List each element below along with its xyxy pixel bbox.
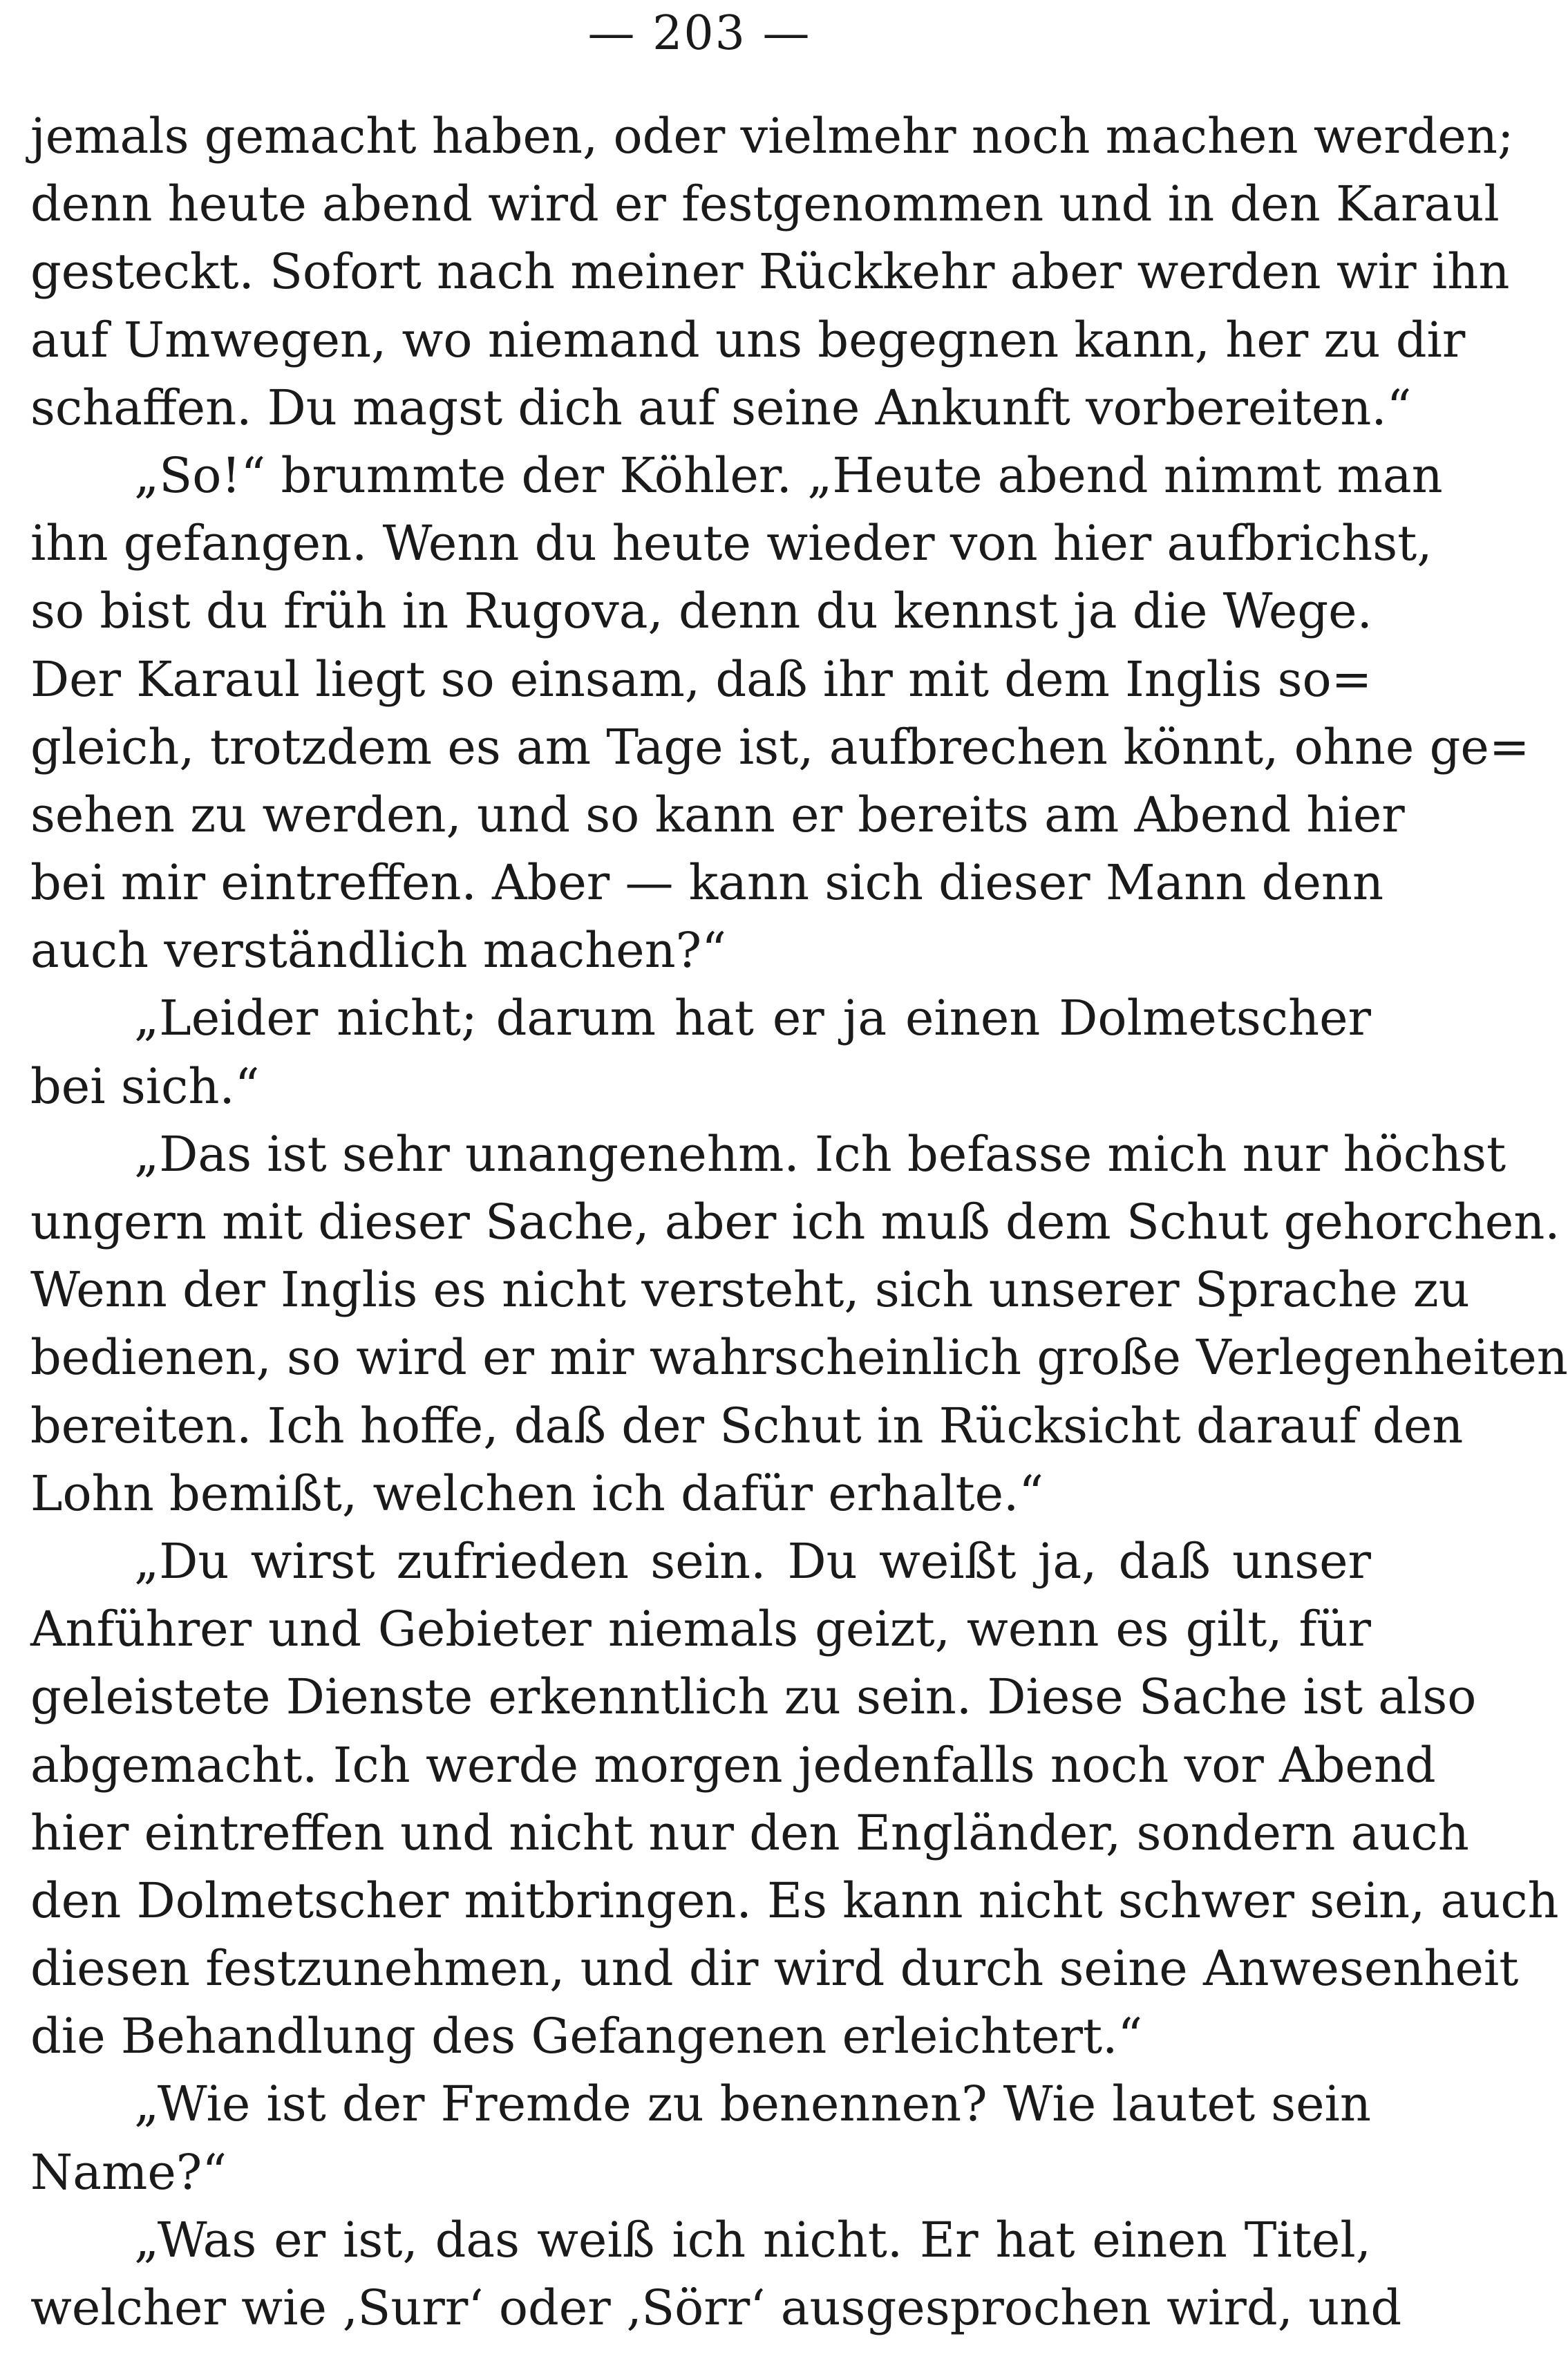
text-line: Lohn bemißt, welchen ich dafür erhalte.“ [30, 1465, 1044, 1522]
text-line: gleich, trotzdem es am Tage ist, aufbrechen könnt, ohne ge= [30, 718, 1530, 775]
text-line: bei sich.“ [30, 1057, 260, 1115]
text-line: schaffen. Du magst dich auf seine Ankunft vorbereiten.“ [30, 379, 1412, 436]
text-line: welcher wie ‚Surr‘ oder ‚Sörr‘ ausgesprochen wird, und [30, 2279, 1402, 2336]
text-line: ihn gefangen. Wenn du heute wieder von hier aufbrichst, [30, 515, 1433, 572]
page-number: — 203 — [587, 6, 811, 61]
text-line: „Das ist sehr unangenehm. Ich befasse mich nur höchst [134, 1125, 1506, 1183]
text-line: den Dolmetscher mitbringen. Es kann nicht schwer sein, auch [30, 1872, 1559, 1929]
page-body [30, 102, 1568, 2342]
text-line: Der Karaul liegt so einsam, daß ihr mit dem Inglis so= [30, 650, 1372, 708]
text-line: auf Umwegen, wo niemand uns begegnen kann, her zu dir [30, 311, 1466, 368]
text-line: diesen festzunehmen, und dir wird durch seine Anwesenheit [30, 1940, 1519, 1997]
text-line: „Du wirst zufrieden sein. Du weißt ja, daß unser [134, 1532, 1371, 1590]
text-line: bereiten. Ich hoffe, daß der Schut in Rücksicht darauf den [30, 1397, 1464, 1454]
text-line: bei mir eintreffen. Aber — kann sich dieser Mann denn [30, 854, 1384, 912]
text-line: „Was er ist, das weiß ich nicht. Er hat einen Titel, [134, 2211, 1371, 2268]
text-line: geleistete Dienste erkenntlich zu sein. Diese Sache ist also [30, 1668, 1477, 1726]
text-line: „So!“ brummte der Köhler. „Heute abend nimmt man [134, 446, 1443, 504]
text-line: die Behandlung des Gefangenen erleichtert.“ [30, 2008, 1143, 2065]
text-line: sehen zu werden, und so kann er bereits am Abend hier [30, 786, 1405, 843]
text-line: so bist du früh in Rugova, denn du kennst ja die Wege. [30, 583, 1372, 640]
text-line: ungern mit dieser Sache, aber ich muß dem Schut gehorchen. [30, 1194, 1560, 1250]
text-line: Anführer und Gebieter niemals geizt, wenn es gilt, für [30, 1601, 1371, 1658]
text-line: Wenn der Inglis es nicht versteht, sich unserer Sprache zu [30, 1261, 1470, 1319]
text-line: denn heute abend wird er festgenommen und in den Karaul [30, 176, 1500, 233]
text-line: abgemacht. Ich werde morgen jedenfalls noch vor Abend [30, 1736, 1436, 1794]
text-line: hier eintreffen und nicht nur den Engländer, sondern auch [30, 1804, 1469, 1861]
text-line: „Leider nicht; darum hat er ja einen Dolmetscher [134, 990, 1371, 1047]
text-line: bedienen, so wird er mir wahrscheinlich große Verlegenheiten [30, 1329, 1568, 1386]
text-line: Name?“ [30, 2143, 227, 2201]
text-line: jemals gemacht haben, oder vielmehr noch machen werden; [30, 108, 1514, 164]
text-line: auch verständlich machen?“ [30, 922, 727, 979]
text-line: „Wie ist der Fremde zu benennen? Wie lautet sein [134, 2076, 1371, 2133]
text-line: gesteckt. Sofort nach meiner Rückkehr aber werden wir ihn [30, 243, 1510, 301]
